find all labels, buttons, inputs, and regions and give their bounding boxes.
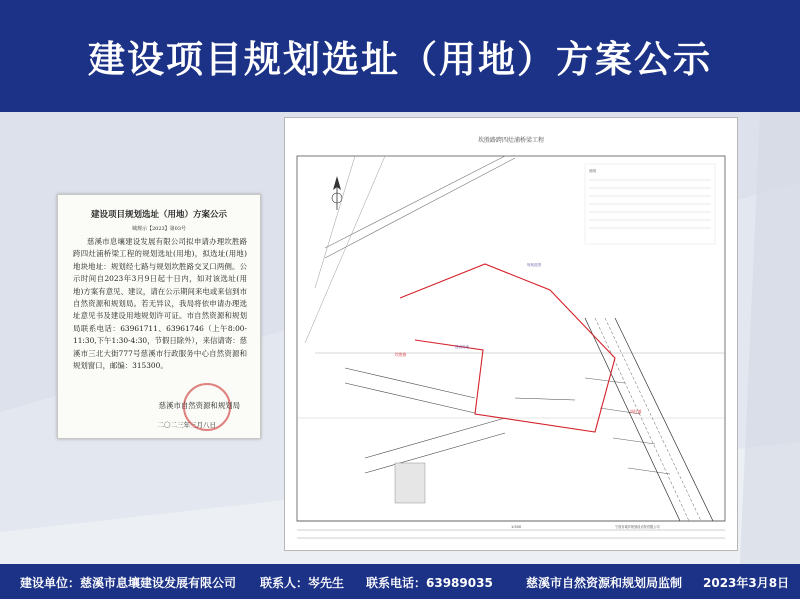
plan-legend bbox=[585, 164, 715, 244]
plan-legend-title: 说明 bbox=[589, 169, 596, 173]
site-plan-map bbox=[284, 117, 738, 551]
notice-reference: 城规示【2023】第03号 bbox=[131, 226, 187, 232]
plan-label-area: 建设用地 bbox=[455, 345, 469, 349]
plan-label-site: 规划范围 bbox=[527, 263, 541, 267]
notice-issuer: 慈溪市自然资源和规划局 bbox=[158, 401, 240, 410]
plan-scale: 1:500 bbox=[511, 525, 522, 529]
page-title: 建设项目规划选址（用地）方案公示 bbox=[88, 38, 712, 81]
notice-board bbox=[57, 194, 261, 439]
footer-date: 2023年3月8日 bbox=[703, 576, 790, 590]
page-header bbox=[0, 0, 800, 112]
footer-supervisor: 慈溪市自然资源和规划局监制 bbox=[526, 576, 683, 590]
notice-body: 慈溪市息壤建设发展有限公司拟申请办理坎胜路跨四灶浦桥梁工程的规划选址(用地)，拟选址(用地)地块地址：规划经七路与规划坎胜路交叉口两侧。公示时间自2023年3月9日起十日内，如对该选址(用地)方案有意见、建议，请在公示期间来电或来信到市自然资源和规划局。若无异议，我局将依申请办理选址意见书及建设用地规划许可证。市自然资源和规划局联系电话：63961711、63961746（上午8:00-11:30,下午1:30-4:30，节假日除外），来信请寄：慈溪市三北大街777号慈溪市行政服务中心自然资源和规划窗口，邮编：315300。 bbox=[73, 237, 247, 371]
plan-title: 坎胜路跨四灶浦桥梁工程 bbox=[477, 137, 544, 144]
notice-title: 建设项目规划选址（用地）方案公示 bbox=[90, 210, 227, 220]
plan-designer: 宁波市城乡规划设计院有限公司 bbox=[615, 525, 660, 529]
north-arrow-icon bbox=[332, 176, 342, 210]
plan-label-road: 坎胜路 bbox=[395, 352, 407, 357]
footer-developer: 建设单位：慈溪市息壤建设发展有限公司 bbox=[20, 576, 237, 590]
plan-label-river: 四灶浦 bbox=[630, 409, 642, 414]
plan-drawing bbox=[285, 118, 737, 550]
footer-contact: 联系人：岑先生 bbox=[260, 576, 345, 590]
page-footer bbox=[0, 564, 800, 599]
footer-phone: 联系电话：63989035 bbox=[366, 576, 493, 590]
notice-date: 二〇二三年三月八日 bbox=[157, 421, 216, 429]
